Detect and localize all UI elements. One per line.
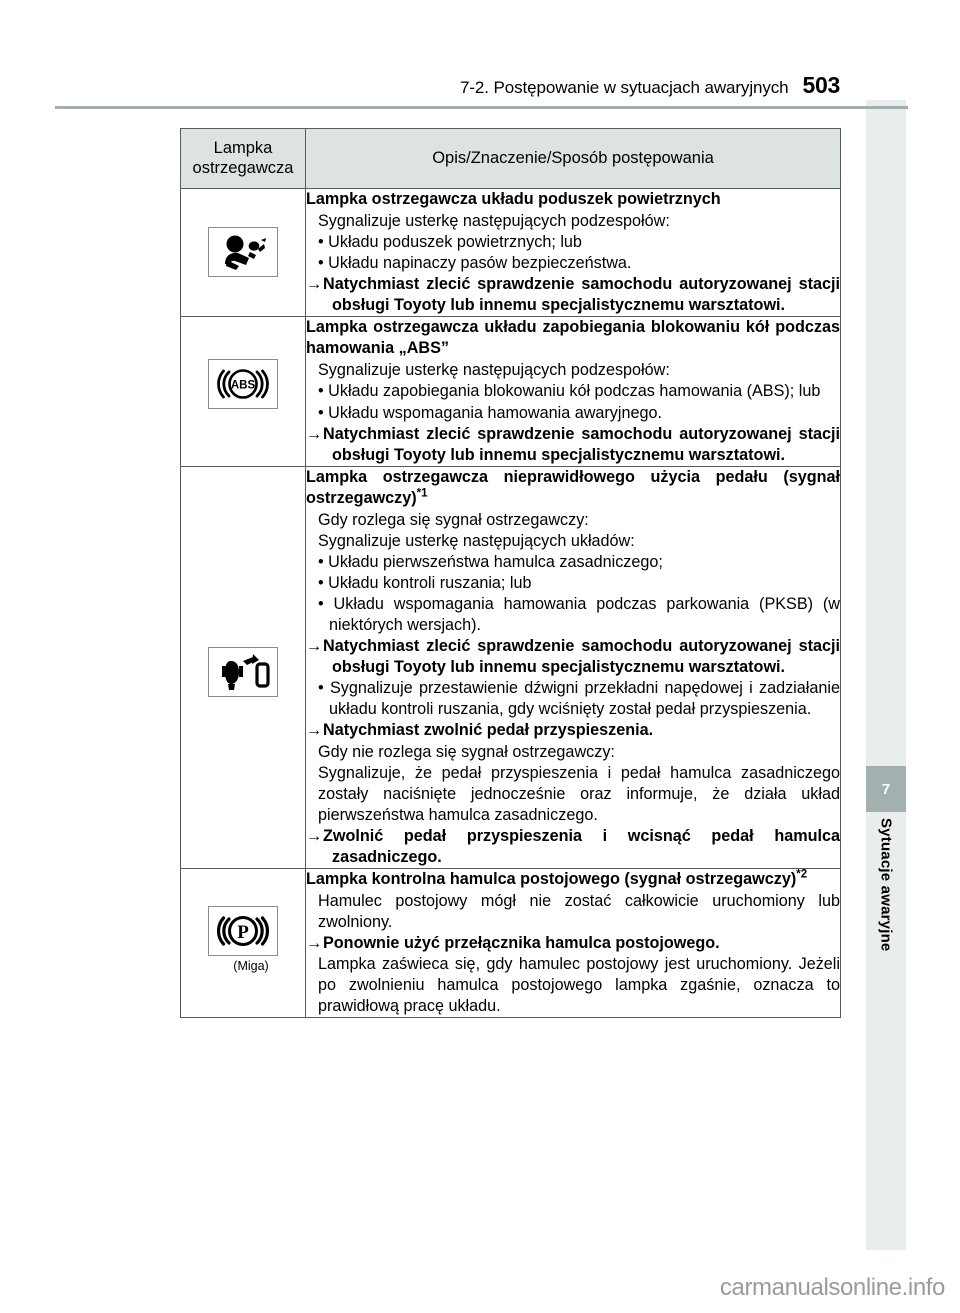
- icon-wrap-pedal: [181, 467, 305, 697]
- abs-warning-icon: [208, 359, 278, 409]
- icon-cell-pedal: [181, 466, 306, 868]
- row-action: [306, 720, 840, 741]
- row-line: Hamulec postojowy mógł nie zostać całkowicie uruchomiony lub zwolniony.: [318, 891, 840, 932]
- header-rule: [55, 106, 908, 109]
- row-line: Gdy nie rozlega się sygnał ostrzegawczy:: [318, 742, 615, 761]
- page-header: [0, 72, 900, 99]
- row-line: Sygnalizuje usterkę następujących podzespołów:: [318, 211, 670, 230]
- table-row: [181, 868, 841, 1017]
- row-action-text: Natychmiast zlecić sprawdzenie samochodu autoryzowanej stacji obsługi Toyoty lub innemu specjalistycznemu warsztatowi.: [323, 637, 840, 677]
- table-row: [181, 188, 841, 316]
- airbag-warning-icon: [208, 227, 278, 277]
- icon-caption: (Miga): [233, 958, 269, 973]
- chapter-strip: [866, 100, 906, 1250]
- icon-wrap-abs: [181, 317, 305, 409]
- row-title: Lampka ostrzegawcza układu poduszek powietrznych: [306, 189, 721, 208]
- column-header-line1: Lampka: [213, 139, 273, 157]
- arrow-icon: →: [306, 637, 323, 656]
- row-bullet: • Sygnalizuje przestawienie dźwigni przekładni napędowej i zadziałanie układu kontroli ruszania, gdy wciśnięty został pedał przyspieszenia.: [306, 678, 840, 720]
- breadcrumb: 7-2. Postępowanie w sytuacjach awaryjnych: [460, 78, 789, 97]
- row-line: Gdy rozlega się sygnał ostrzegawczy:: [318, 510, 589, 529]
- footnote-marker: *1: [416, 487, 428, 500]
- airbag-glyph: [209, 228, 277, 276]
- table-header-row: [181, 129, 841, 189]
- warning-lights-table: [180, 128, 841, 1018]
- row-title-text: Lampka kontrolna hamulca postojowego (sygnał ostrzegawczy): [306, 869, 797, 888]
- row-line: Sygnalizuje, że pedał przyspieszenia i pedał hamulca zasadniczego zostały naciśnięte jednocześnie oraz informuje, że działa układ pierwszeństwa hamulca zasadniczego.: [318, 763, 840, 824]
- row-bullet: • Układu kontroli ruszania; lub: [306, 573, 840, 594]
- description-cell-abs: [306, 317, 841, 466]
- arrow-icon: →: [306, 826, 323, 845]
- description-cell-airbag: [306, 188, 841, 316]
- row-action: [306, 274, 840, 316]
- chapter-number-tab: [866, 766, 906, 812]
- description-cell-parking-brake: [306, 868, 841, 1017]
- row-bullet: • Układu wspomagania hamowania awaryjnego.: [306, 403, 840, 424]
- arrow-icon: →: [306, 934, 323, 953]
- icon-cell-parking-brake: [181, 868, 306, 1017]
- pedal-misuse-warning-icon: [208, 647, 278, 697]
- chapter-title-text: Sytuacje awaryjne: [877, 818, 895, 952]
- row-bullet: • Układu napinaczy pasów bezpieczeństwa.: [306, 253, 840, 274]
- row-action: [306, 933, 840, 954]
- column-header-line2: ostrzegawcza: [192, 159, 294, 178]
- row-action-text: Ponownie użyć przełącznika hamulca postojowego.: [323, 934, 720, 953]
- table-row: [181, 466, 841, 868]
- table-row: [181, 317, 841, 466]
- description-cell-pedal: [306, 466, 841, 868]
- chapter-number: 7: [881, 780, 891, 798]
- arrow-icon: →: [306, 424, 323, 443]
- row-action-text: Natychmiast zwolnić pedał przyspieszenia.: [323, 721, 654, 740]
- row-action-text: Natychmiast zlecić sprawdzenie samochodu autoryzowanej stacji obsługi Toyoty lub innemu specjalistycznemu warsztatowi.: [323, 424, 840, 464]
- parking-brake-warning-icon: [208, 906, 278, 956]
- column-header-warning-light: [181, 129, 306, 189]
- row-bullet: • Układu zapobiegania blokowaniu kół podczas hamowania (ABS); lub: [306, 381, 840, 402]
- row-bullet: • Układu pierwszeństwa hamulca zasadniczego;: [306, 552, 840, 573]
- arrow-icon: →: [306, 721, 323, 740]
- row-line: Sygnalizuje usterkę następujących podzespołów:: [318, 361, 670, 380]
- row-title: [306, 467, 840, 509]
- svg-text:P: P: [237, 921, 249, 943]
- abs-glyph: [209, 360, 277, 408]
- row-action: [306, 424, 840, 466]
- row-action-text: Natychmiast zlecić sprawdzenie samochodu autoryzowanej stacji obsługi Toyoty lub innemu specjalistycznemu warsztatowi.: [323, 275, 840, 315]
- column-header-description: Opis/Znaczenie/Sposób postępowania: [306, 129, 841, 189]
- arrow-icon: →: [306, 275, 323, 294]
- pedal-glyph: [209, 648, 277, 696]
- chapter-title-vertical: [866, 818, 906, 1048]
- svg-text:ABS: ABS: [230, 379, 256, 392]
- row-action: [306, 826, 840, 868]
- row-action: [306, 636, 840, 678]
- row-line: Sygnalizuje usterkę następujących układów:: [318, 531, 635, 550]
- row-bullet: • Układu wspomagania hamowania podczas parkowania (PKSB) (w niektórych wersjach).: [306, 594, 840, 636]
- icon-cell-abs: [181, 317, 306, 466]
- row-bullet: • Układu poduszek powietrznych; lub: [306, 232, 840, 253]
- icon-cell-airbag: [181, 188, 306, 316]
- parking-brake-glyph: [209, 907, 277, 955]
- row-title-text: Lampka ostrzegawcza nieprawidłowego użycia pedału (sygnał ostrzegawczy): [306, 467, 840, 507]
- site-watermark: carmanualsonline.info: [719, 1274, 945, 1301]
- page-number: 503: [802, 72, 840, 98]
- footnote-marker: *2: [796, 868, 808, 881]
- icon-wrap-parking-brake: [181, 869, 305, 973]
- icon-wrap-airbag: [181, 189, 305, 277]
- row-title: [306, 869, 840, 890]
- row-action-text: Zwolnić pedał przyspieszenia i wcisnąć pedał hamulca zasadniczego.: [323, 826, 840, 866]
- row-title: Lampka ostrzegawcza układu zapobiegania blokowaniu kół podczas hamowania „ABS”: [306, 318, 840, 358]
- row-line: Lampka zaświeca się, gdy hamulec postojowy jest uruchomiony. Jeżeli po zwolnieniu hamulca postojowego lampka zgaśnie, oznacza to prawidłową pracę układu.: [318, 955, 840, 1016]
